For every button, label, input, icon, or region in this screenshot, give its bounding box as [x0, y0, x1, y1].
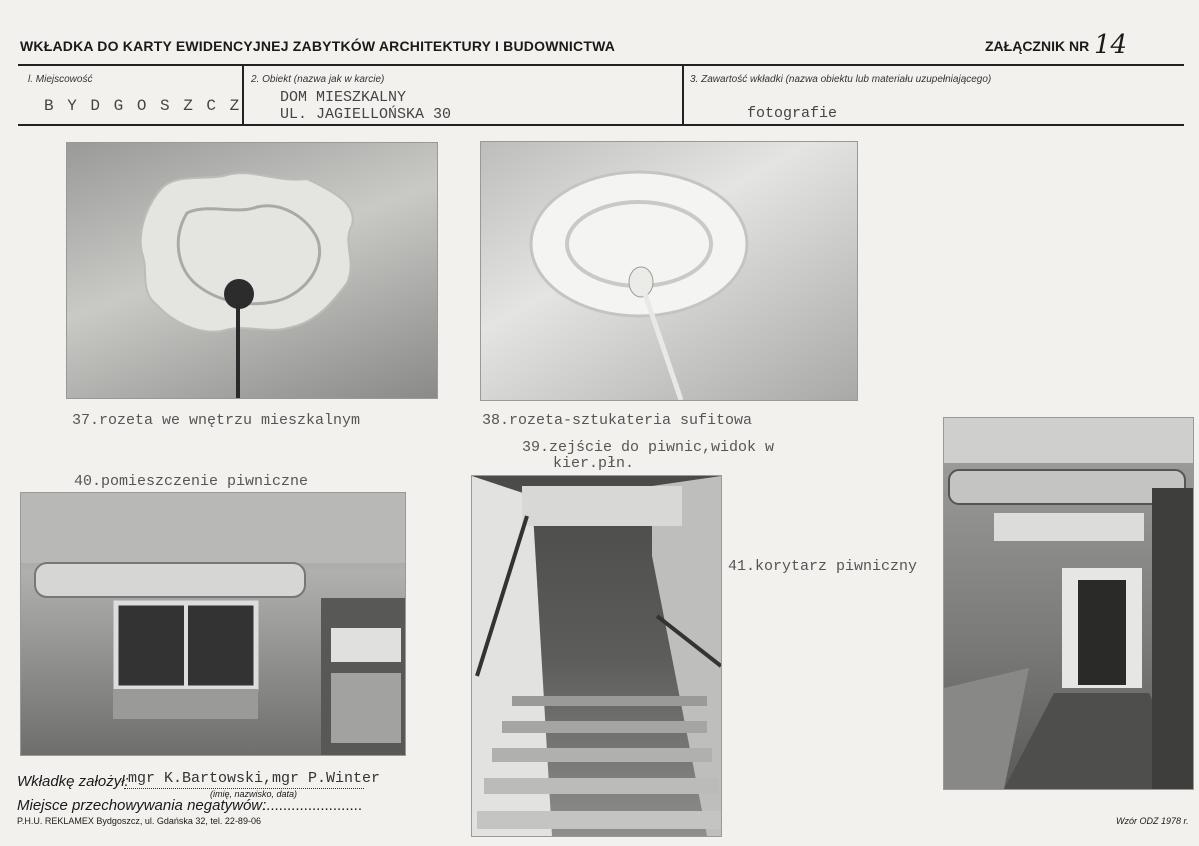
object-line-2: UL. JAGIELLOŃSKA 30 — [280, 106, 452, 123]
content-value: fotografie — [747, 105, 838, 122]
object-label: 2. Obiekt (nazwa jak w karcie) — [251, 74, 385, 85]
photo-40-cellar-room — [20, 492, 406, 756]
form-title: WKŁADKA DO KARTY EWIDENCYJNEJ ZABYTKÓW ARCHITEKTURY I BUDOWNICTWA — [20, 38, 616, 54]
caption-37: 37.rozeta we wnętrzu mieszkalnym — [72, 412, 361, 429]
header-bottom-rule — [18, 124, 1184, 126]
photo-41-drawing — [944, 418, 1193, 789]
photo-39-drawing — [472, 476, 721, 836]
header-top-rule — [18, 64, 1184, 66]
locality-value: B Y D G O S Z C Z — [44, 97, 242, 115]
photo-38-stucco — [480, 141, 858, 401]
photo-40-drawing — [21, 493, 405, 755]
template-mark: Wzór ODZ 1978 r. — [1116, 816, 1189, 826]
photo-41-corridor — [943, 417, 1194, 790]
caption-39-line-2: kier.płn. — [553, 455, 635, 472]
founder-label: Wkładkę założył: — [17, 773, 129, 790]
object-line-1: DOM MIESZKALNY — [280, 89, 407, 106]
negatives-value: ........................ — [262, 797, 363, 814]
caption-38: 38.rozeta-sztukateria sufitowa — [482, 412, 753, 429]
caption-40: 40.pomieszczenie piwniczne — [74, 473, 309, 490]
printer-info: P.H.U. REKLAMEX Bydgoszcz, ul. Gdańska 32, tel. 22-89-06 — [17, 816, 261, 826]
photo-39-stairs — [471, 475, 722, 837]
photo-38-drawing — [481, 142, 857, 400]
photo-37-rosette — [66, 142, 438, 399]
negatives-label: Miejsce przechowywania negatywów: — [17, 797, 267, 814]
locality-label: l. Miejscowość — [28, 74, 93, 85]
field-divider-2 — [682, 64, 684, 125]
attachment-label: ZAŁĄCZNIK NR — [985, 38, 1090, 54]
founder-value: mgr K.Bartowski,mgr P.Winter — [128, 770, 381, 787]
photo-37-drawing — [67, 143, 437, 398]
caption-39-line-1: 39.zejście do piwnic,widok w — [522, 439, 775, 456]
content-label: 3. Zawartość wkładki (nazwa obiektu lub materiału uzupełniającego) — [690, 74, 992, 85]
field-divider-1 — [242, 64, 244, 125]
attachment-number: 14 — [1094, 30, 1128, 60]
caption-41: 41.korytarz piwniczny — [728, 558, 918, 575]
founder-hint: (imię, nazwisko, data) — [210, 789, 298, 799]
